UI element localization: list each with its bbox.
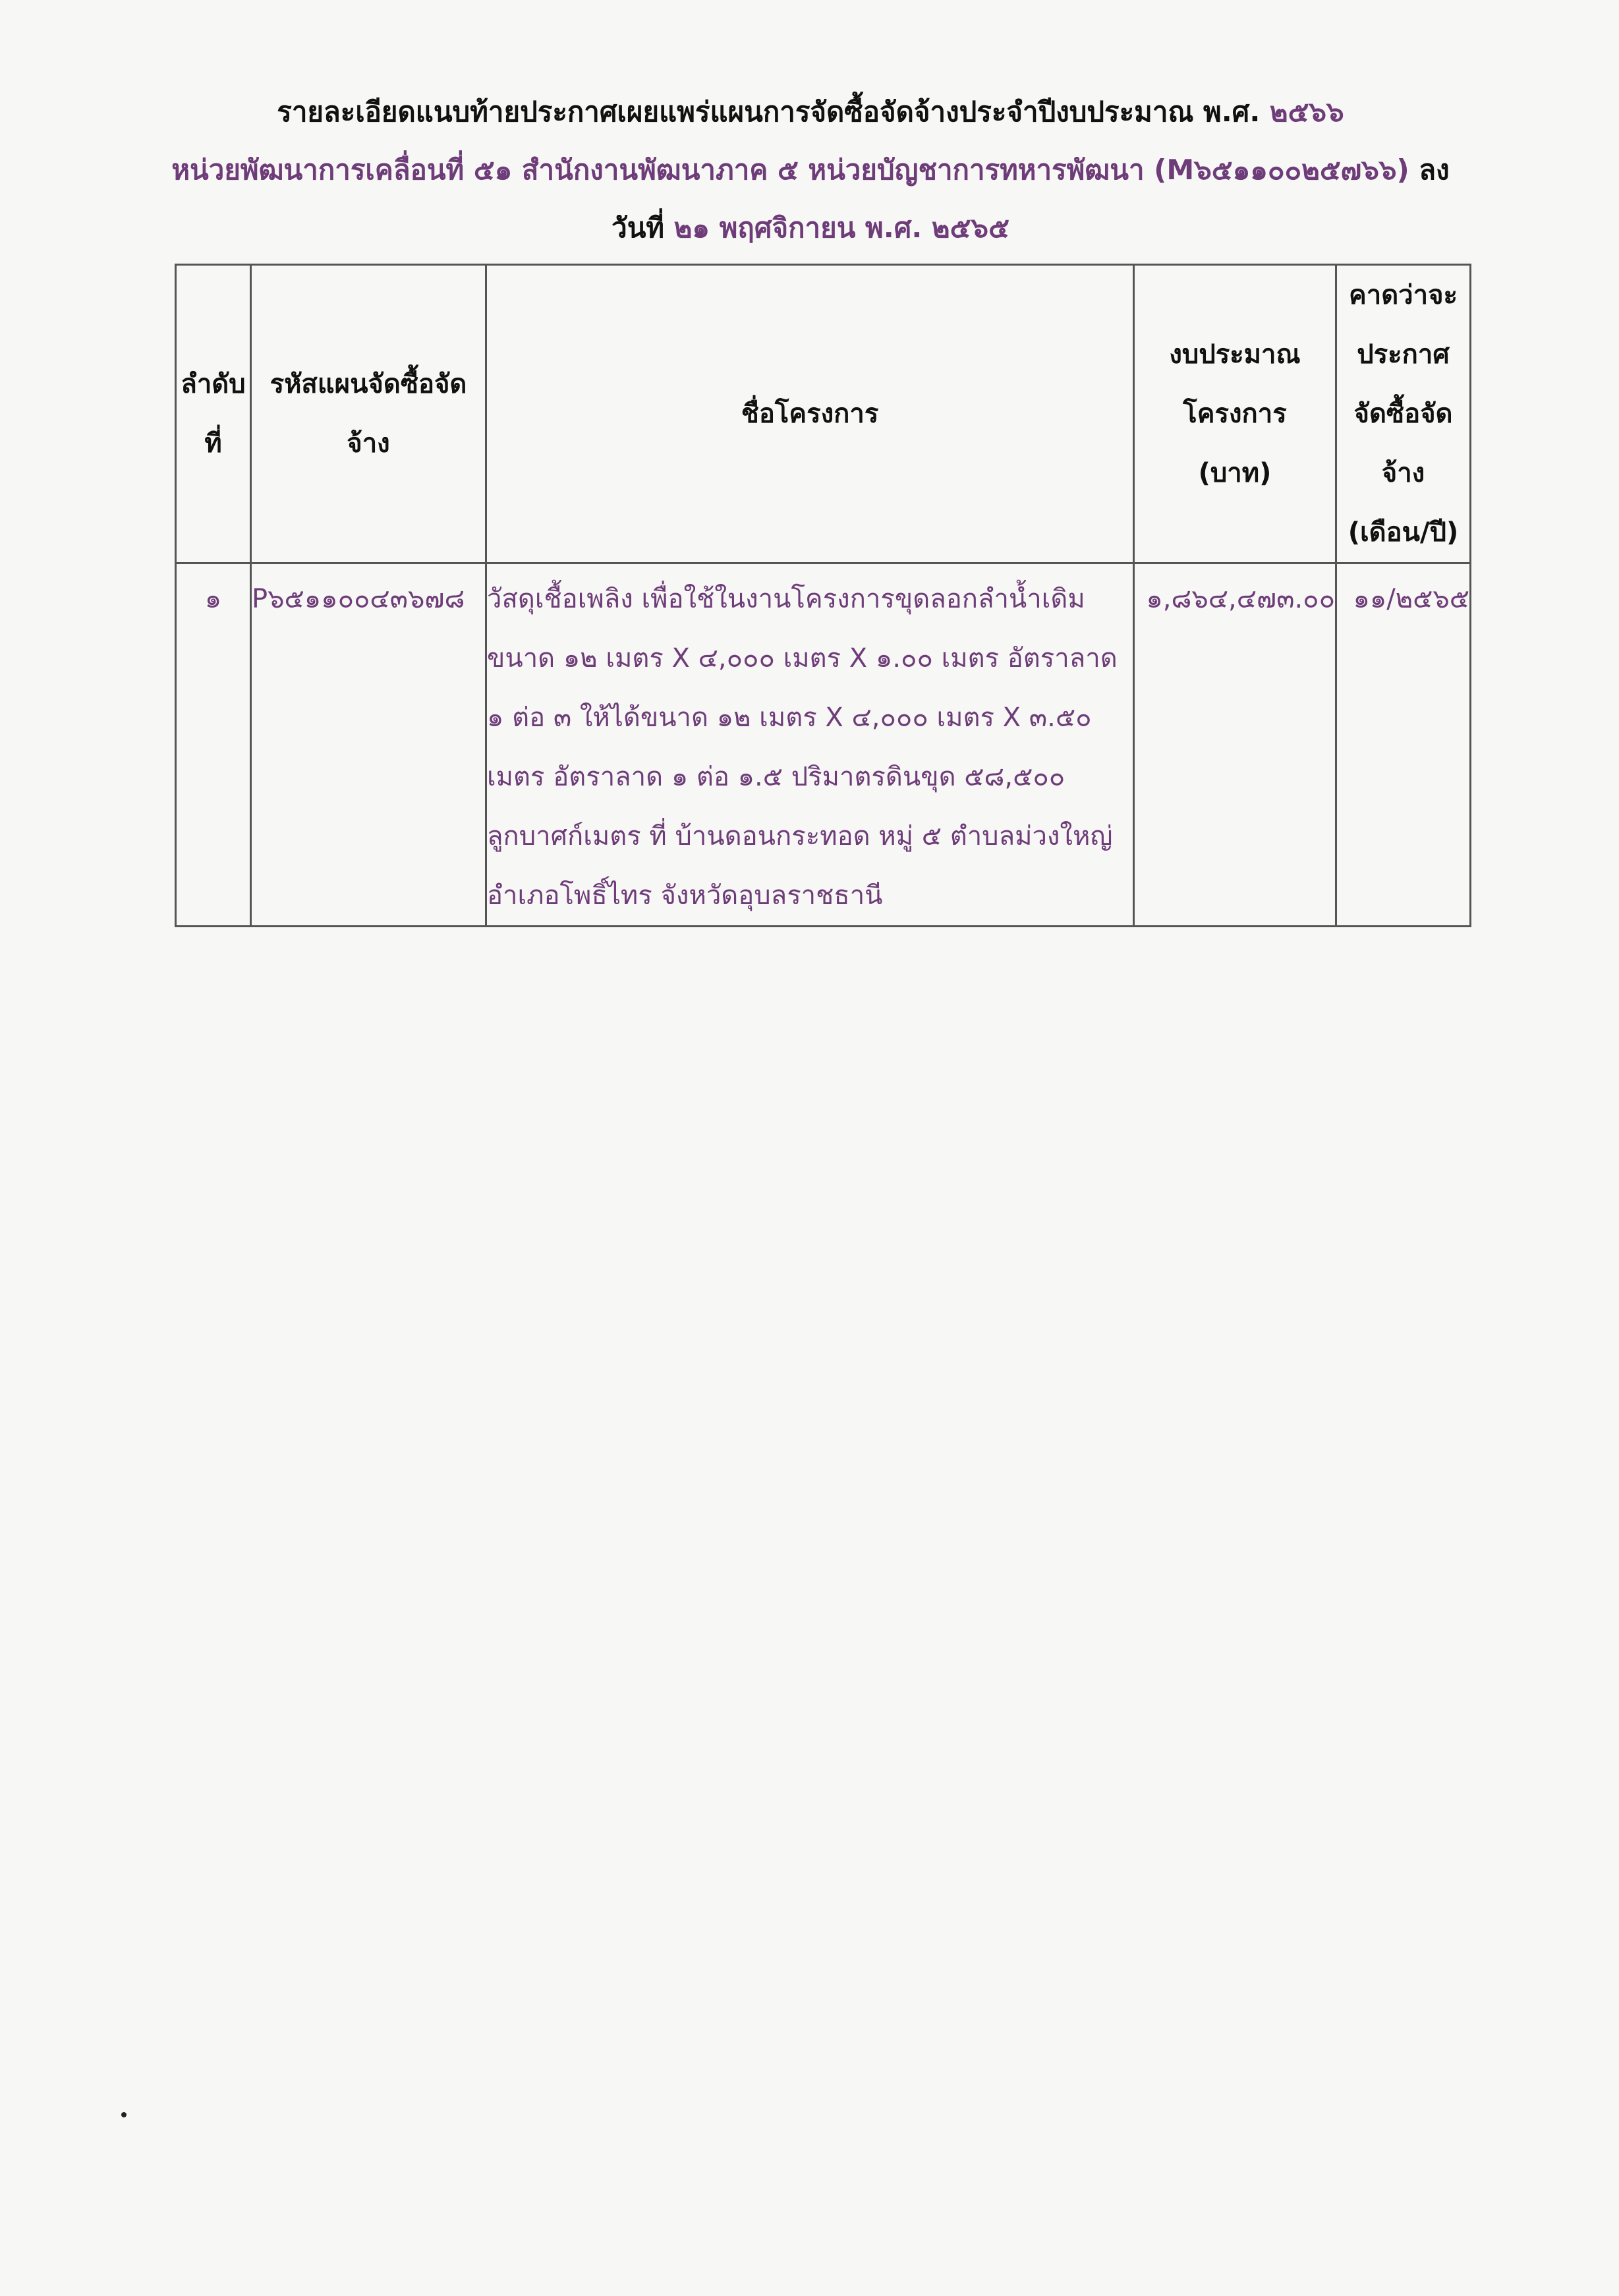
- date-prefix: วันที่: [611, 212, 674, 244]
- col-header-no-line-2: ที่: [204, 428, 222, 459]
- announcement-date: ๒๑ พฤศจิกายน พ.ศ. ๒๕๖๕: [673, 212, 1009, 244]
- col-header-no: [176, 265, 251, 563]
- cell-plan-code: P๖๕๑๑๐๐๔๓๖๗๘: [251, 563, 486, 927]
- unit-name: หน่วยพัฒนาการเคลื่อนที่ ๕๑ สำนักงานพัฒนาภาค ๕ หน่วยบัญชาการทหารพัฒนา (M๖๕๑๑๐๐๒๕๗๖๖): [171, 154, 1409, 186]
- col-header-month-line-4: จ้าง: [1381, 458, 1425, 488]
- heading-line-1-text: รายละเอียดแนบท้ายประกาศเผยแพร่แผนการจัดซื้อจัดจ้างประจำปีงบประมาณ พ.ศ.: [277, 96, 1270, 128]
- col-header-budget-line-1: งบประมาณ: [1169, 339, 1301, 370]
- col-header-name-line-1: ชื่อโครงการ: [741, 399, 879, 429]
- col-header-month-line-2: ประกาศ: [1357, 339, 1450, 370]
- col-header-month-line-5: (เดือน/ปี): [1348, 517, 1459, 548]
- heading-line-2-suffix: ลง: [1409, 154, 1450, 186]
- col-header-name: [486, 265, 1134, 563]
- cell-no: ๑: [176, 563, 251, 927]
- col-header-no-line-1: ลำดับ: [181, 369, 246, 399]
- col-header-budget-line-3: (บาท): [1198, 458, 1272, 488]
- cell-budget: ๑,๘๖๔,๔๗๓.๐๐: [1134, 563, 1336, 927]
- heading-line-2: [119, 150, 1502, 190]
- procurement-plan-table: [175, 264, 1471, 927]
- fiscal-year: ๒๕๖๖: [1269, 96, 1344, 128]
- col-header-code: [251, 265, 486, 563]
- col-header-budget-line-2: โครงการ: [1183, 399, 1287, 429]
- col-header-code-line-1: รหัสแผนจัดซื้อจัด: [270, 369, 467, 399]
- col-header-budget: [1134, 265, 1336, 563]
- table-header-row: [176, 265, 1471, 563]
- heading-line-1: [119, 92, 1502, 132]
- cell-announce-month: ๑๑/๒๕๖๕: [1336, 563, 1471, 927]
- scan-speck: [121, 2112, 127, 2117]
- col-header-month-line-3: จัดซื้อจัด: [1353, 399, 1453, 429]
- heading-line-3: [119, 208, 1502, 248]
- col-header-month: [1336, 265, 1471, 563]
- table-row: [176, 563, 1471, 927]
- col-header-month-line-1: คาดว่าจะ: [1348, 280, 1458, 310]
- cell-project-name: วัสดุเชื้อเพลิง เพื่อใช้ในงานโครงการขุดลอกลำน้ำเดิม ขนาด ๑๒ เมตร X ๔,๐๐๐ เมตร X ๑.๐๐ เมตร อัตราลาด ๑ ต่อ ๓ ให้ได้ขนาด ๑๒ เมตร X ๔,๐๐๐ เมตร X ๓.๕๐ เมตร อัตราลาด ๑ ต่อ ๑.๕ ปริมาตรดินขุด ๕๘,๕๐๐ ลูกบาศก์เมตร ที่ บ้านดอนกระทอด หมู่ ๕ ตำบลม่วงใหญ่ อำเภอโพธิ์ไทร จังหวัดอุบลราชธานี: [486, 563, 1134, 927]
- col-header-code-line-2: จ้าง: [347, 428, 390, 459]
